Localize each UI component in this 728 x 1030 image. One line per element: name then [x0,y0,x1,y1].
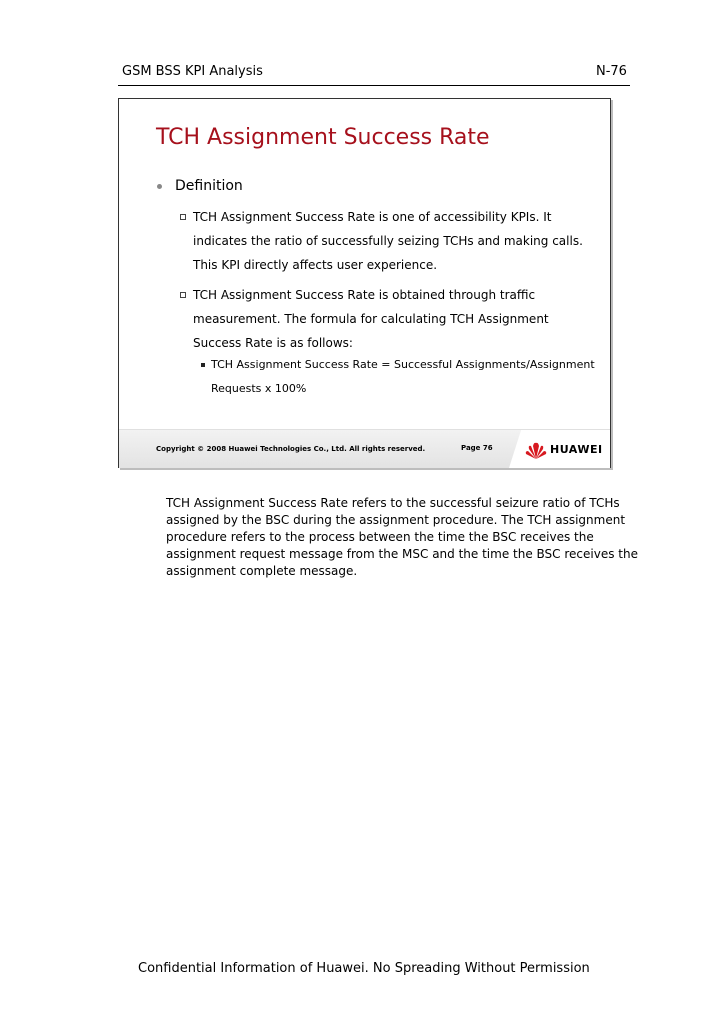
slide-page-number: Page 76 [461,444,493,452]
confidential-footer: Confidential Information of Huawei. No Spreading Without Permission [138,961,590,976]
notes-line: procedure refers to the process between the time the BSC receives the [166,530,594,544]
bullet2-text [193,283,549,355]
square-bullet-icon [180,214,186,220]
formula-line: TCH Assignment Success Rate = Successful Assignments/Assignment [211,358,595,371]
bullet2-line: measurement. The formula for calculating TCH Assignment [193,312,549,326]
header-rule [118,85,630,86]
formula-line: Requests x 100% [211,382,307,395]
copyright-text: Copyright © 2008 Huawei Technologies Co., Ltd. All rights reserved. [156,445,426,453]
speaker-notes [166,495,638,580]
document-header-title: GSM BSS KPI Analysis [122,64,263,79]
bullet1-line: TCH Assignment Success Rate is one of accessibility KPIs. It [193,210,552,224]
filled-square-bullet-icon [201,363,205,367]
notes-line: assignment complete message. [166,564,358,578]
notes-line: assignment request message from the MSC and the time the BSC receives the [166,547,638,561]
bullet1-text [193,205,583,277]
brand-name: HUAWEI [550,443,603,456]
definition-heading [157,178,243,194]
formula-text [211,353,595,401]
bullet1-line: indicates the ratio of successfully seizing TCHs and making calls. [193,234,583,248]
definition-label: Definition [175,178,243,194]
notes-line: assigned by the BSC during the assignment procedure. The TCH assignment [166,513,626,527]
bullet2-line: Success Rate is as follows: [193,336,353,350]
slide-title: TCH Assignment Success Rate [156,125,490,150]
slide-frame [118,98,611,468]
slide-footer [119,429,610,468]
bullet1-line: This KPI directly affects user experience. [193,258,438,272]
huawei-logo-icon [524,440,548,460]
notes-line: TCH Assignment Success Rate refers to the successful seizure ratio of TCHs [166,496,620,510]
bullet2-line: TCH Assignment Success Rate is obtained through traffic [193,288,536,302]
square-bullet-icon [180,292,186,298]
dot-bullet-icon [157,184,162,189]
document-page-number: N-76 [596,64,627,79]
